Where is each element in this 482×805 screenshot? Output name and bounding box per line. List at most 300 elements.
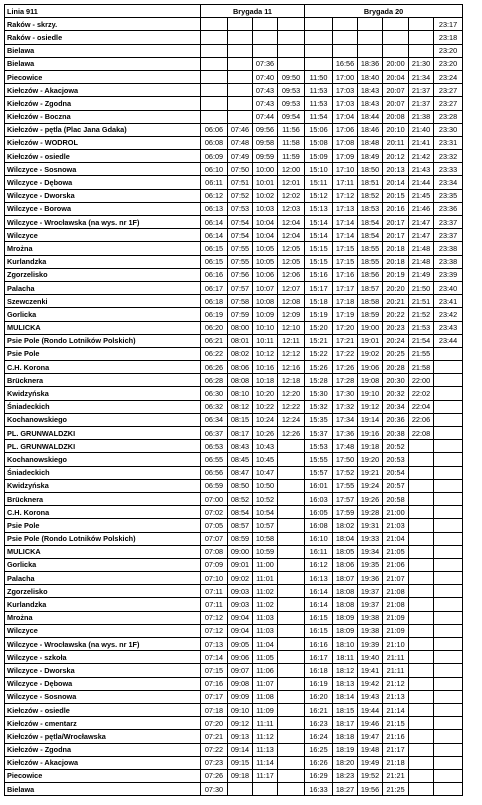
departure-time: 10:05 xyxy=(253,255,278,268)
departure-time: 23:34 xyxy=(434,176,463,189)
departure-time: 11:06 xyxy=(253,664,278,677)
departure-time: 07:40 xyxy=(253,70,278,83)
departure-time xyxy=(278,624,305,637)
departure-time xyxy=(434,730,463,743)
departure-time: 10:11 xyxy=(253,334,278,347)
departure-time xyxy=(409,466,434,479)
departure-time: 06:53 xyxy=(201,440,228,453)
departure-time: 11:59 xyxy=(278,150,305,163)
departure-time: 16:16 xyxy=(305,638,333,651)
departure-time: 11:02 xyxy=(253,598,278,611)
departure-time: 06:14 xyxy=(201,216,228,229)
departure-time xyxy=(201,57,228,70)
departure-time: 21:48 xyxy=(409,255,434,268)
departure-time xyxy=(278,57,305,70)
departure-time: 08:15 xyxy=(228,413,253,426)
departure-time: 08:50 xyxy=(228,479,253,492)
departure-time: 21:15 xyxy=(383,717,409,730)
stop-name: Kiełczów - Akacjowa xyxy=(5,756,201,769)
departure-time: 17:00 xyxy=(333,70,358,83)
departure-time xyxy=(278,664,305,677)
departure-time xyxy=(228,57,253,70)
departure-time: 20:07 xyxy=(383,97,409,110)
departure-time xyxy=(278,506,305,519)
departure-time: 07:54 xyxy=(228,229,253,242)
departure-time: 17:15 xyxy=(333,255,358,268)
departure-time xyxy=(228,31,253,44)
departure-time: 15:10 xyxy=(305,163,333,176)
departure-time: 06:09 xyxy=(201,150,228,163)
departure-time: 18:08 xyxy=(333,598,358,611)
departure-time xyxy=(409,572,434,585)
departure-time: 06:12 xyxy=(201,189,228,202)
departure-time: 10:03 xyxy=(253,202,278,215)
departure-time xyxy=(434,638,463,651)
table-row xyxy=(5,506,463,519)
departure-time: 21:05 xyxy=(383,545,409,558)
departure-time: 15:35 xyxy=(305,413,333,426)
departure-time xyxy=(434,545,463,558)
departure-time: 20:21 xyxy=(383,295,409,308)
departure-time: 17:19 xyxy=(333,308,358,321)
table-row xyxy=(5,31,463,44)
table-row xyxy=(5,202,463,215)
stop-name: Wilczyce - Dębowa xyxy=(5,677,201,690)
table-row xyxy=(5,585,463,598)
departure-time: 19:00 xyxy=(358,321,383,334)
departure-time xyxy=(434,400,463,413)
departure-time: 15:09 xyxy=(305,150,333,163)
stop-name: Wilczyce - Dworska xyxy=(5,664,201,677)
departure-time xyxy=(409,651,434,664)
stop-name: Palacha xyxy=(5,572,201,585)
departure-time xyxy=(253,783,278,796)
departure-time: 10:00 xyxy=(253,163,278,176)
departure-time: 20:28 xyxy=(383,361,409,374)
departure-time: 07:59 xyxy=(228,308,253,321)
departure-time: 07:15 xyxy=(201,664,228,677)
departure-time xyxy=(201,97,228,110)
departure-time: 08:52 xyxy=(228,492,253,505)
departure-time: 16:11 xyxy=(305,545,333,558)
table-row xyxy=(5,150,463,163)
departure-time: 10:01 xyxy=(253,176,278,189)
departure-time: 11:03 xyxy=(253,624,278,637)
departure-time: 07:57 xyxy=(228,281,253,294)
departure-time: 15:30 xyxy=(305,387,333,400)
departure-time: 23:24 xyxy=(434,70,463,83)
departure-time: 17:22 xyxy=(333,347,358,360)
departure-time: 19:44 xyxy=(358,703,383,716)
departure-time: 15:57 xyxy=(305,466,333,479)
departure-time: 07:23 xyxy=(201,756,228,769)
departure-time: 08:54 xyxy=(228,506,253,519)
departure-time xyxy=(278,598,305,611)
departure-time xyxy=(278,651,305,664)
departure-time: 11:17 xyxy=(253,769,278,782)
brigade-20-header: Brygada 20 xyxy=(305,5,463,18)
departure-time: 23:37 xyxy=(434,216,463,229)
departure-time: 07:30 xyxy=(201,783,228,796)
departure-time: 10:54 xyxy=(253,506,278,519)
departure-time: 20:10 xyxy=(383,123,409,136)
departure-time: 20:25 xyxy=(383,347,409,360)
departure-time: 21:41 xyxy=(409,136,434,149)
departure-time: 21:53 xyxy=(409,321,434,334)
departure-time: 16:18 xyxy=(305,664,333,677)
stop-name: Kurlandzka xyxy=(5,255,201,268)
departure-time xyxy=(201,31,228,44)
departure-time: 23:42 xyxy=(434,308,463,321)
departure-time: 20:17 xyxy=(383,229,409,242)
departure-time: 21:30 xyxy=(409,57,434,70)
departure-time: 19:26 xyxy=(358,492,383,505)
departure-time: 20:13 xyxy=(383,163,409,176)
stop-name: C.H. Korona xyxy=(5,506,201,519)
departure-time: 10:08 xyxy=(253,295,278,308)
table-row xyxy=(5,453,463,466)
stop-name: Kiełczów - Zgodna xyxy=(5,743,201,756)
stop-name: Kochanowskiego xyxy=(5,413,201,426)
departure-time: 23:36 xyxy=(434,202,463,215)
departure-time: 06:17 xyxy=(201,281,228,294)
departure-time: 18:57 xyxy=(358,281,383,294)
stop-name: Wilczyce - Dębowa xyxy=(5,176,201,189)
departure-time: 23:39 xyxy=(434,268,463,281)
departure-time: 20:18 xyxy=(383,242,409,255)
departure-time xyxy=(358,18,383,31)
table-row xyxy=(5,677,463,690)
departure-time: 07:26 xyxy=(201,769,228,782)
departure-time: 18:27 xyxy=(333,783,358,796)
departure-time: 09:59 xyxy=(253,150,278,163)
departure-time: 10:20 xyxy=(253,387,278,400)
departure-time: 15:26 xyxy=(305,361,333,374)
departure-time: 18:59 xyxy=(358,308,383,321)
header-row xyxy=(5,5,463,18)
departure-time: 12:11 xyxy=(278,334,305,347)
stop-name: Kiełczów - osiedle xyxy=(5,150,201,163)
departure-time: 15:22 xyxy=(305,347,333,360)
departure-time: 21:08 xyxy=(383,585,409,598)
departure-time: 06:15 xyxy=(201,242,228,255)
departure-time: 18:23 xyxy=(333,769,358,782)
departure-time: 16:21 xyxy=(305,703,333,716)
departure-time: 09:12 xyxy=(228,717,253,730)
departure-time: 06:21 xyxy=(201,334,228,347)
departure-time: 16:03 xyxy=(305,492,333,505)
table-row xyxy=(5,427,463,440)
departure-time: 15:17 xyxy=(305,281,333,294)
departure-time: 20:00 xyxy=(383,57,409,70)
departure-time: 20:54 xyxy=(383,466,409,479)
departure-time: 07:09 xyxy=(201,558,228,571)
stop-name: Psie Pole xyxy=(5,519,201,532)
departure-time xyxy=(434,558,463,571)
table-row xyxy=(5,281,463,294)
departure-time xyxy=(434,453,463,466)
departure-time: 22:06 xyxy=(409,413,434,426)
departure-time: 23:44 xyxy=(434,334,463,347)
table-row xyxy=(5,97,463,110)
departure-time: 06:18 xyxy=(201,295,228,308)
departure-time: 08:10 xyxy=(228,387,253,400)
departure-time: 06:59 xyxy=(201,479,228,492)
departure-time xyxy=(434,466,463,479)
departure-time xyxy=(409,585,434,598)
departure-time: 11:58 xyxy=(278,136,305,149)
departure-time: 06:20 xyxy=(201,321,228,334)
table-row xyxy=(5,492,463,505)
stop-name: Piecowice xyxy=(5,70,201,83)
departure-time: 19:06 xyxy=(358,361,383,374)
table-row xyxy=(5,743,463,756)
departure-time: 21:04 xyxy=(383,532,409,545)
departure-time xyxy=(409,598,434,611)
departure-time: 23:27 xyxy=(434,97,463,110)
departure-time: 17:13 xyxy=(333,202,358,215)
departure-time: 18:12 xyxy=(333,664,358,677)
stop-name: Kiełczów - pętla/Wrocławska xyxy=(5,730,201,743)
departure-time xyxy=(358,44,383,57)
table-row xyxy=(5,783,463,796)
departure-time: 17:21 xyxy=(333,334,358,347)
departure-time: 16:25 xyxy=(305,743,333,756)
departure-time xyxy=(434,532,463,545)
departure-time: 07:44 xyxy=(253,110,278,123)
departure-time: 07:00 xyxy=(201,492,228,505)
departure-time: 11:53 xyxy=(305,84,333,97)
departure-time: 06:32 xyxy=(201,400,228,413)
departure-time: 18:14 xyxy=(333,690,358,703)
departure-time xyxy=(409,664,434,677)
departure-time: 17:06 xyxy=(333,123,358,136)
departure-time xyxy=(278,545,305,558)
departure-time xyxy=(333,18,358,31)
departure-time: 15:15 xyxy=(305,255,333,268)
departure-time: 20:17 xyxy=(383,216,409,229)
departure-time: 09:10 xyxy=(228,703,253,716)
departure-time: 19:46 xyxy=(358,717,383,730)
departure-time xyxy=(434,492,463,505)
departure-time: 07:08 xyxy=(201,545,228,558)
departure-time: 21:11 xyxy=(383,664,409,677)
table-row xyxy=(5,664,463,677)
departure-time: 19:16 xyxy=(358,427,383,440)
departure-time xyxy=(383,44,409,57)
departure-time xyxy=(278,572,305,585)
departure-time: 07:17 xyxy=(201,690,228,703)
departure-time xyxy=(278,717,305,730)
departure-time: 21:00 xyxy=(383,506,409,519)
table-row xyxy=(5,572,463,585)
departure-time xyxy=(434,598,463,611)
departure-time: 07:10 xyxy=(201,572,228,585)
departure-time xyxy=(305,18,333,31)
departure-time xyxy=(358,31,383,44)
departure-time: 12:12 xyxy=(278,347,305,360)
table-row xyxy=(5,690,463,703)
departure-time: 18:05 xyxy=(333,545,358,558)
departure-time: 21:44 xyxy=(409,176,434,189)
departure-time xyxy=(228,783,253,796)
departure-time: 18:44 xyxy=(358,110,383,123)
departure-time: 11:08 xyxy=(253,690,278,703)
departure-time: 10:52 xyxy=(253,492,278,505)
departure-time: 16:14 xyxy=(305,585,333,598)
departure-time xyxy=(228,84,253,97)
departure-time: 15:19 xyxy=(305,308,333,321)
departure-time: 20:23 xyxy=(383,321,409,334)
departure-time xyxy=(278,690,305,703)
table-row xyxy=(5,123,463,136)
departure-time: 21:03 xyxy=(383,519,409,532)
departure-time: 12:04 xyxy=(278,229,305,242)
stop-name: Wilczyce - Sosnowa xyxy=(5,690,201,703)
departure-time xyxy=(434,361,463,374)
departure-time xyxy=(434,717,463,730)
departure-time: 07:36 xyxy=(253,57,278,70)
departure-time: 23:38 xyxy=(434,255,463,268)
table-row xyxy=(5,136,463,149)
departure-time: 10:47 xyxy=(253,466,278,479)
table-row xyxy=(5,295,463,308)
departure-time xyxy=(409,18,434,31)
departure-time: 16:29 xyxy=(305,769,333,782)
departure-time: 09:04 xyxy=(228,611,253,624)
departure-time: 11:12 xyxy=(253,730,278,743)
departure-time: 22:02 xyxy=(409,387,434,400)
departure-time: 17:48 xyxy=(333,440,358,453)
departure-time xyxy=(278,558,305,571)
departure-time: 16:20 xyxy=(305,690,333,703)
departure-time: 16:19 xyxy=(305,677,333,690)
departure-time: 20:20 xyxy=(383,281,409,294)
departure-time: 15:14 xyxy=(305,229,333,242)
departure-time: 18:36 xyxy=(358,57,383,70)
departure-time: 18:07 xyxy=(333,572,358,585)
departure-time: 09:13 xyxy=(228,730,253,743)
departure-time: 09:54 xyxy=(278,110,305,123)
departure-time: 10:02 xyxy=(253,189,278,202)
departure-time: 19:37 xyxy=(358,585,383,598)
departure-time xyxy=(434,690,463,703)
departure-time: 18:10 xyxy=(333,638,358,651)
table-row xyxy=(5,624,463,637)
departure-time: 15:06 xyxy=(305,123,333,136)
departure-time: 12:00 xyxy=(278,163,305,176)
departure-time xyxy=(228,18,253,31)
departure-time: 17:08 xyxy=(333,136,358,149)
departure-time: 23:32 xyxy=(434,150,463,163)
departure-time xyxy=(278,743,305,756)
stop-name: Brücknera xyxy=(5,374,201,387)
stop-name: Kiełczów - cmentarz xyxy=(5,717,201,730)
departure-time xyxy=(409,31,434,44)
departure-time: 12:26 xyxy=(278,427,305,440)
departure-time: 12:02 xyxy=(278,189,305,202)
stop-name: Szewczenki xyxy=(5,295,201,308)
departure-time: 10:22 xyxy=(253,400,278,413)
departure-time: 18:46 xyxy=(358,123,383,136)
stop-name: Wilczyce - Wrocławska (na wys. nr 1F) xyxy=(5,216,201,229)
table-row xyxy=(5,756,463,769)
departure-time: 17:50 xyxy=(333,453,358,466)
departure-time: 17:34 xyxy=(333,413,358,426)
departure-time: 23:41 xyxy=(434,295,463,308)
departure-time: 11:07 xyxy=(253,677,278,690)
departure-time: 11:03 xyxy=(253,611,278,624)
departure-time: 17:15 xyxy=(333,242,358,255)
departure-time: 20:36 xyxy=(383,413,409,426)
stop-name: MULICKA xyxy=(5,545,201,558)
table-row xyxy=(5,440,463,453)
table-row xyxy=(5,18,463,31)
departure-time xyxy=(434,387,463,400)
departure-time: 10:05 xyxy=(253,242,278,255)
departure-time xyxy=(409,677,434,690)
departure-time: 19:02 xyxy=(358,347,383,360)
departure-time: 18:53 xyxy=(358,202,383,215)
departure-time: 09:06 xyxy=(228,651,253,664)
departure-time xyxy=(278,18,305,31)
departure-time: 19:14 xyxy=(358,413,383,426)
departure-time: 16:14 xyxy=(305,598,333,611)
stop-name: Raków - osiedle xyxy=(5,31,201,44)
departure-time xyxy=(434,743,463,756)
departure-time: 06:11 xyxy=(201,176,228,189)
departure-time xyxy=(434,479,463,492)
departure-time xyxy=(278,677,305,690)
stop-name: Kurlandzka xyxy=(5,598,201,611)
departure-time xyxy=(278,585,305,598)
departure-time xyxy=(253,31,278,44)
departure-time: 09:02 xyxy=(228,572,253,585)
departure-time: 17:12 xyxy=(333,189,358,202)
departure-time: 19:33 xyxy=(358,532,383,545)
departure-time: 23:33 xyxy=(434,163,463,176)
departure-time: 09:09 xyxy=(228,690,253,703)
departure-time: 06:10 xyxy=(201,163,228,176)
departure-time: 18:55 xyxy=(358,255,383,268)
departure-time: 18:40 xyxy=(358,70,383,83)
departure-time: 10:57 xyxy=(253,519,278,532)
departure-time: 10:18 xyxy=(253,374,278,387)
departure-time: 17:57 xyxy=(333,492,358,505)
departure-time: 06:34 xyxy=(201,413,228,426)
departure-time: 11:50 xyxy=(305,70,333,83)
table-row xyxy=(5,57,463,70)
stop-name: Bielawa xyxy=(5,783,201,796)
stop-name: C.H. Korona xyxy=(5,361,201,374)
departure-time xyxy=(333,31,358,44)
departure-time xyxy=(409,783,434,796)
departure-time xyxy=(278,730,305,743)
table-row xyxy=(5,242,463,255)
departure-time: 07:12 xyxy=(201,611,228,624)
departure-time: 08:00 xyxy=(228,321,253,334)
departure-time: 20:14 xyxy=(383,176,409,189)
stop-name: Mrożna xyxy=(5,242,201,255)
departure-time: 21:37 xyxy=(409,97,434,110)
departure-time: 11:56 xyxy=(278,123,305,136)
departure-time xyxy=(434,519,463,532)
departure-time xyxy=(434,651,463,664)
departure-time: 06:06 xyxy=(201,123,228,136)
departure-time: 09:07 xyxy=(228,664,253,677)
departure-time xyxy=(278,783,305,796)
table-row xyxy=(5,44,463,57)
